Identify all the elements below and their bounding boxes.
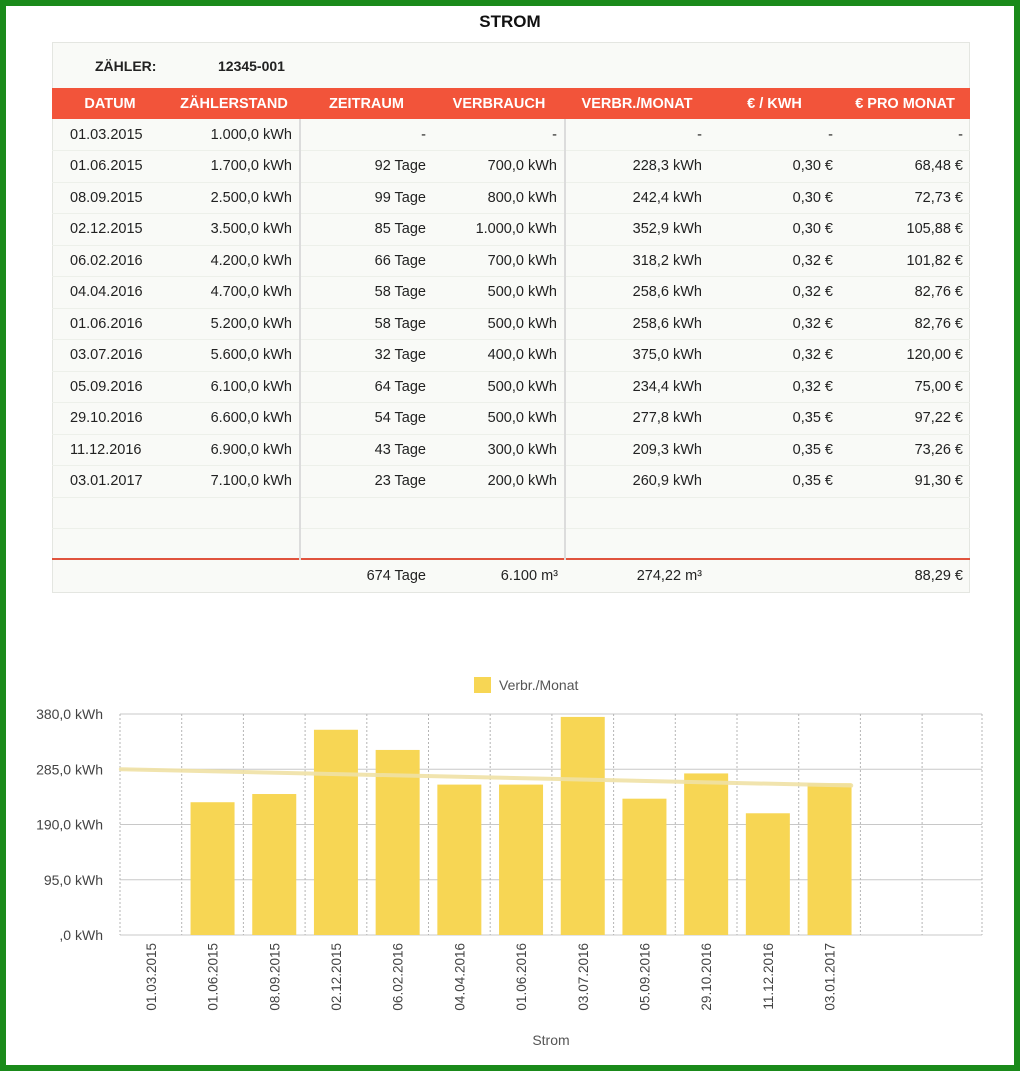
- table-cell: 1.000,0 kWh: [433, 214, 565, 246]
- y-tick-label: 190,0 kWh: [36, 816, 103, 833]
- table-cell: 0,32 €: [709, 340, 840, 372]
- table-cell: 99 Tage: [300, 182, 433, 214]
- empty-cell: [840, 528, 970, 559]
- totals-cell: [168, 559, 300, 592]
- table-cell: 58 Tage: [300, 308, 433, 340]
- header-price-per-kwh: € / KWH: [709, 88, 840, 119]
- header-date: DATUM: [52, 88, 168, 119]
- table-header-row: [52, 88, 970, 119]
- table-cell: 73,26 €: [840, 434, 970, 466]
- table-cell: 01.06.2016: [52, 308, 168, 340]
- table-cell: -: [709, 119, 840, 151]
- empty-cell: [52, 528, 168, 559]
- bar-chart: [0, 660, 1020, 1060]
- empty-cell: [300, 528, 433, 559]
- table-row: [52, 119, 970, 151]
- table-cell: 7.100,0 kWh: [168, 466, 300, 498]
- table-body: [52, 119, 970, 592]
- table-cell: 0,30 €: [709, 182, 840, 214]
- x-tick-label: 11.12.2016: [760, 943, 776, 1010]
- totals-cell: 274,22 m³: [565, 559, 709, 592]
- table-cell: 258,6 kWh: [565, 277, 709, 309]
- y-tick-label: 95,0 kWh: [43, 871, 103, 888]
- x-tick-label: 02.12.2015: [328, 943, 344, 1011]
- totals-cell: 674 Tage: [300, 559, 433, 592]
- table-cell: 23 Tage: [300, 466, 433, 498]
- empty-cell: [709, 497, 840, 528]
- legend-label: Verbr./Monat: [499, 677, 579, 693]
- table-cell: -: [433, 119, 565, 151]
- empty-cell: [52, 497, 168, 528]
- totals-cell: 88,29 €: [840, 559, 970, 592]
- table-cell: 5.200,0 kWh: [168, 308, 300, 340]
- x-tick-label: 01.06.2015: [205, 943, 221, 1011]
- table-cell: 105,88 €: [840, 214, 970, 246]
- table-cell: 400,0 kWh: [433, 340, 565, 372]
- empty-cell: [168, 497, 300, 528]
- table-cell: -: [565, 119, 709, 151]
- table-cell: 500,0 kWh: [433, 403, 565, 435]
- table-cell: 06.02.2016: [52, 245, 168, 277]
- table-row: [52, 151, 970, 183]
- x-tick-label: 04.04.2016: [452, 943, 468, 1011]
- table-cell: 4.200,0 kWh: [168, 245, 300, 277]
- table-cell: 277,8 kWh: [565, 403, 709, 435]
- totals-cell: [709, 559, 840, 592]
- table-row: [52, 371, 970, 403]
- table-row: [52, 214, 970, 246]
- table-cell: 500,0 kWh: [433, 371, 565, 403]
- empty-cell: [168, 528, 300, 559]
- table-cell: 700,0 kWh: [433, 151, 565, 183]
- consumption-table: [52, 88, 970, 592]
- empty-cell: [709, 528, 840, 559]
- table-cell: 234,4 kWh: [565, 371, 709, 403]
- table-cell: 32 Tage: [300, 340, 433, 372]
- table-cell: 01.06.2015: [52, 151, 168, 183]
- meter-number: 12345-001: [218, 58, 285, 74]
- table-cell: 2.500,0 kWh: [168, 182, 300, 214]
- table-cell: 500,0 kWh: [433, 308, 565, 340]
- x-tick-label: 03.01.2017: [822, 943, 838, 1011]
- table-cell: 85 Tage: [300, 214, 433, 246]
- empty-row: [52, 528, 970, 559]
- empty-cell: [840, 497, 970, 528]
- x-tick-label: 29.10.2016: [699, 943, 715, 1011]
- table-cell: 101,82 €: [840, 245, 970, 277]
- table-cell: 260,9 kWh: [565, 466, 709, 498]
- trend-line: [121, 769, 851, 785]
- table-cell: 0,32 €: [709, 245, 840, 277]
- bar: [808, 783, 852, 935]
- table-cell: 04.04.2016: [52, 277, 168, 309]
- bar: [252, 794, 296, 935]
- table-cell: 120,00 €: [840, 340, 970, 372]
- bar: [499, 785, 543, 935]
- table-cell: 0,32 €: [709, 371, 840, 403]
- table-cell: 242,4 kWh: [565, 182, 709, 214]
- table-cell: 0,30 €: [709, 151, 840, 183]
- empty-row: [52, 497, 970, 528]
- table-cell: 4.700,0 kWh: [168, 277, 300, 309]
- table-cell: 05.09.2016: [52, 371, 168, 403]
- table-cell: 97,22 €: [840, 403, 970, 435]
- header-period: ZEITRAUM: [300, 88, 433, 119]
- table-cell: 0,30 €: [709, 214, 840, 246]
- x-axis-title: Strom: [532, 1032, 570, 1048]
- table-cell: 91,30 €: [840, 466, 970, 498]
- table-cell: 64 Tage: [300, 371, 433, 403]
- table-cell: 1.000,0 kWh: [168, 119, 300, 151]
- totals-row: [52, 559, 970, 592]
- table-cell: 11.12.2016: [52, 434, 168, 466]
- table-cell: 0,35 €: [709, 466, 840, 498]
- table-cell: 54 Tage: [300, 403, 433, 435]
- table-cell: 700,0 kWh: [433, 245, 565, 277]
- x-tick-label: 06.02.2016: [390, 943, 406, 1011]
- header-cost-per-month: € PRO MONAT: [840, 88, 970, 119]
- table-cell: 800,0 kWh: [433, 182, 565, 214]
- legend-swatch: [474, 677, 491, 693]
- table-cell: 29.10.2016: [52, 403, 168, 435]
- empty-cell: [433, 528, 565, 559]
- bar: [191, 802, 235, 935]
- empty-cell: [433, 497, 565, 528]
- table-cell: 1.700,0 kWh: [168, 151, 300, 183]
- table-cell: -: [840, 119, 970, 151]
- table-cell: 58 Tage: [300, 277, 433, 309]
- table-cell: 3.500,0 kWh: [168, 214, 300, 246]
- bar: [437, 785, 481, 935]
- table-cell: 318,2 kWh: [565, 245, 709, 277]
- bar: [622, 799, 666, 935]
- y-tick-label: 285,0 kWh: [36, 761, 103, 778]
- bar: [561, 717, 605, 935]
- y-tick-label: ,0 kWh: [59, 927, 103, 943]
- table-cell: 500,0 kWh: [433, 277, 565, 309]
- table-cell: 0,35 €: [709, 434, 840, 466]
- table-cell: 0,32 €: [709, 308, 840, 340]
- table-row: [52, 466, 970, 498]
- table-cell: 0,32 €: [709, 277, 840, 309]
- table-cell: 03.07.2016: [52, 340, 168, 372]
- empty-cell: [300, 497, 433, 528]
- table-cell: 6.600,0 kWh: [168, 403, 300, 435]
- table-cell: 375,0 kWh: [565, 340, 709, 372]
- table-cell: -: [300, 119, 433, 151]
- table-cell: 08.09.2015: [52, 182, 168, 214]
- table-cell: 01.03.2015: [52, 119, 168, 151]
- header-meter-reading: ZÄHLERSTAND: [168, 88, 300, 119]
- table-row: [52, 245, 970, 277]
- table-cell: 200,0 kWh: [433, 466, 565, 498]
- table-cell: 03.01.2017: [52, 466, 168, 498]
- header-consumption-per-month: VERBR./MONAT: [565, 88, 709, 119]
- table-cell: 352,9 kWh: [565, 214, 709, 246]
- table-cell: 92 Tage: [300, 151, 433, 183]
- table-cell: 0,35 €: [709, 403, 840, 435]
- x-tick-label: 05.09.2016: [637, 943, 653, 1011]
- table-row: [52, 340, 970, 372]
- x-tick-label: 01.03.2015: [143, 943, 159, 1011]
- table-cell: 228,3 kWh: [565, 151, 709, 183]
- empty-cell: [565, 497, 709, 528]
- bar: [684, 773, 728, 935]
- totals-cell: 6.100 m³: [433, 559, 565, 592]
- x-tick-label: 01.06.2016: [514, 943, 530, 1011]
- table-cell: 02.12.2015: [52, 214, 168, 246]
- table-row: [52, 182, 970, 214]
- chart-container: [0, 660, 1020, 1060]
- table-cell: 82,76 €: [840, 277, 970, 309]
- table-cell: 5.600,0 kWh: [168, 340, 300, 372]
- table-row: [52, 434, 970, 466]
- table-row: [52, 403, 970, 435]
- table-cell: 6.900,0 kWh: [168, 434, 300, 466]
- totals-cell: [52, 559, 168, 592]
- table-cell: 258,6 kWh: [565, 308, 709, 340]
- x-tick-label: 03.07.2016: [575, 943, 591, 1011]
- table-cell: 209,3 kWh: [565, 434, 709, 466]
- header-consumption: VERBRAUCH: [433, 88, 565, 119]
- x-tick-label: 08.09.2015: [267, 943, 283, 1011]
- table-row: [52, 277, 970, 309]
- table-cell: 6.100,0 kWh: [168, 371, 300, 403]
- table-cell: 66 Tage: [300, 245, 433, 277]
- empty-cell: [565, 528, 709, 559]
- bar: [746, 813, 790, 935]
- y-tick-label: 380,0 kWh: [36, 706, 103, 722]
- table-cell: 43 Tage: [300, 434, 433, 466]
- table-cell: 300,0 kWh: [433, 434, 565, 466]
- table-cell: 75,00 €: [840, 371, 970, 403]
- table-cell: 72,73 €: [840, 182, 970, 214]
- table-cell: 68,48 €: [840, 151, 970, 183]
- table-cell: 82,76 €: [840, 308, 970, 340]
- page-title: STROM: [479, 12, 541, 31]
- meter-label: ZÄHLER:: [95, 58, 157, 74]
- table-row: [52, 308, 970, 340]
- bar: [314, 730, 358, 935]
